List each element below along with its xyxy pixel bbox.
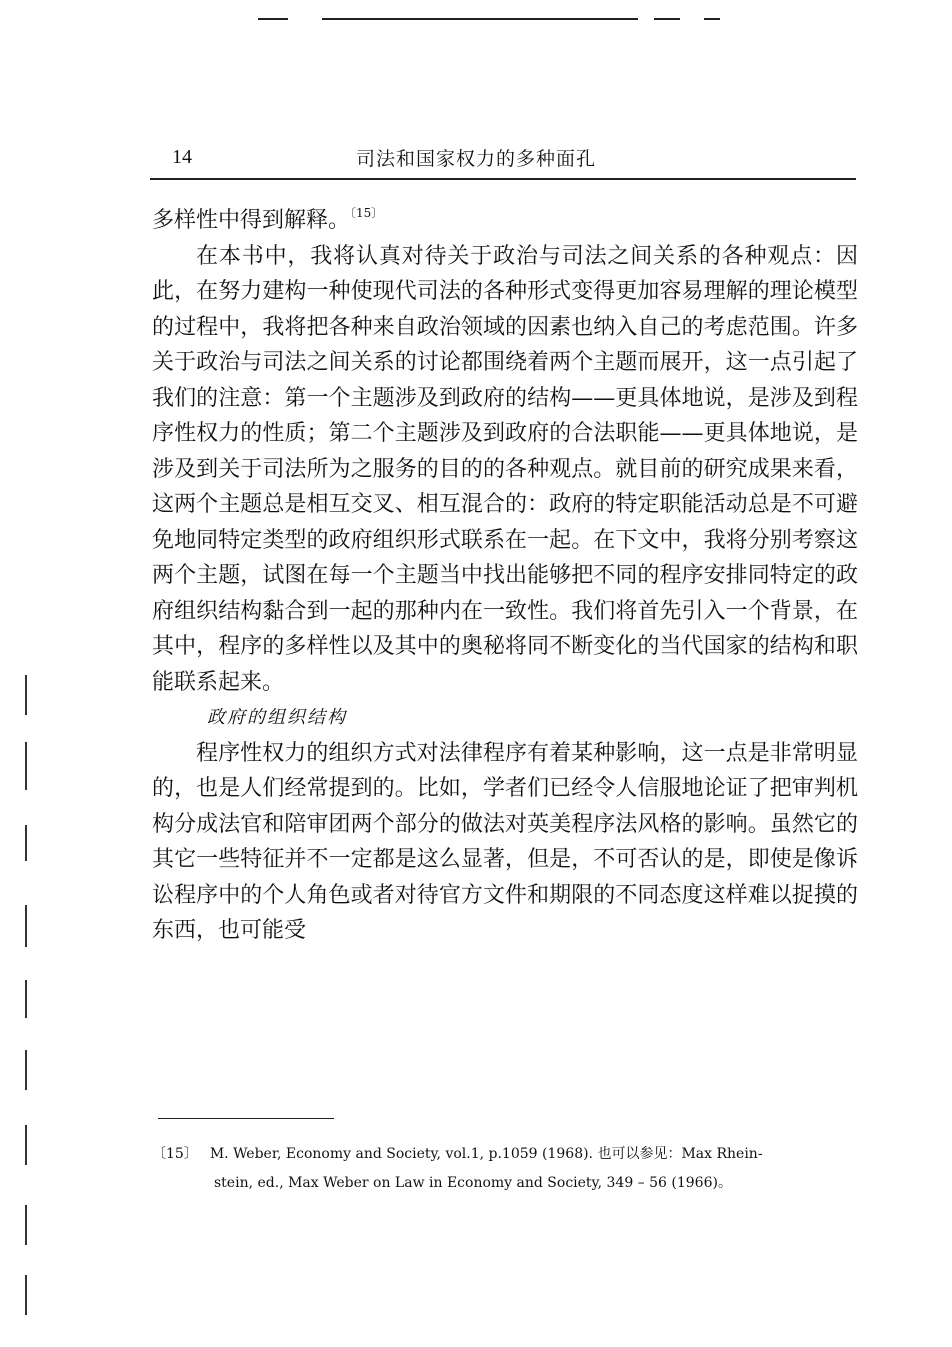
paragraph-1 bbox=[152, 196, 858, 239]
top-rule-2 bbox=[322, 18, 638, 20]
paragraph-2: 在本书中，我将认真对待关于政治与司法之间关系的各种观点：因此，在努力建构一种使现代司法的各种形式变得更加容易理解的理论模型的过程中，我将把各种来自政治领域的因素也纳入自己的考虑范围。许多关于政治与司法之间关系的讨论都围绕着两个主题而展开，这一点引起了我们的注意：第一个主题涉及到政府的结构——更具体地说，是涉及到程序性权力的性质；第二个主题涉及到政府的合法职能——更具体地说，是涉及到关于司法所为之服务的目的的各种观点。就目前的研究成果来看，这两个主题总是相互交叉、相互混合的：政府的特定职能活动总是不可避免地同特定类型的政府组织形式联系在一起。在下文中，我将分别考察这两个主题，试图在每一个主题当中找出能够把不同的程序安排同特定的政府组织结构黏合到一起的那种内在一致性。我们将首先引入一个背景，在其中，程序的多样性以及其中的奥秘将同不断变化的当代国家的结构和职能联系起来。 bbox=[152, 243, 858, 695]
margin-bar-3 bbox=[25, 825, 27, 861]
footnote-reference: 〔15〕 bbox=[350, 206, 384, 220]
top-rule-3 bbox=[654, 18, 680, 20]
footnote-line-1 bbox=[152, 1140, 858, 1169]
footnote-text-1: M. Weber, Economy and Society, vol.1, p.1059 (1968). 也可以参见：Max Rhein- bbox=[209, 1146, 763, 1162]
paragraph-1-text: 多样性中得到解释。 bbox=[152, 208, 351, 233]
margin-bar-4 bbox=[25, 905, 27, 947]
header-rule bbox=[150, 178, 856, 180]
top-rule-4 bbox=[704, 18, 720, 20]
margin-bar-8 bbox=[25, 1205, 27, 1245]
page-number: 14 bbox=[172, 146, 192, 168]
section-heading: 政府的组织结构 bbox=[207, 707, 347, 728]
margin-bar-1 bbox=[25, 675, 27, 715]
footnote-rule bbox=[158, 1118, 334, 1119]
paragraph-3: 程序性权力的组织方式对法律程序有着某种影响，这一点是非常明显的，也是人们经常提到的。比如，学者们已经令人信服地论证了把审判机构分成法官和陪审团两个部分的做法对英美程序法风格的影响。虽然它的其它一些特征并不一定都是这么显著，但是，不可否认的是，即使是像诉讼程序中的个人角色或者对待官方文件和期限的不同态度这样难以捉摸的东西，也可能受 bbox=[152, 740, 858, 943]
footnote-marker: 〔15〕 bbox=[152, 1146, 198, 1162]
top-rule-1 bbox=[258, 18, 288, 20]
running-title: 司法和国家权力的多种面孔 bbox=[355, 148, 596, 170]
footnote bbox=[152, 1140, 858, 1198]
footnote-line-2: stein, ed., Max Weber on Law in Economy and Society, 349 – 56 (1966)。 bbox=[214, 1175, 732, 1191]
margin-bar-9 bbox=[25, 1275, 27, 1315]
margin-bar-5 bbox=[25, 980, 27, 1018]
margin-bar-2 bbox=[25, 742, 27, 790]
margin-bar-7 bbox=[25, 1125, 27, 1165]
body-text bbox=[152, 196, 858, 949]
margin-bar-6 bbox=[25, 1050, 27, 1090]
